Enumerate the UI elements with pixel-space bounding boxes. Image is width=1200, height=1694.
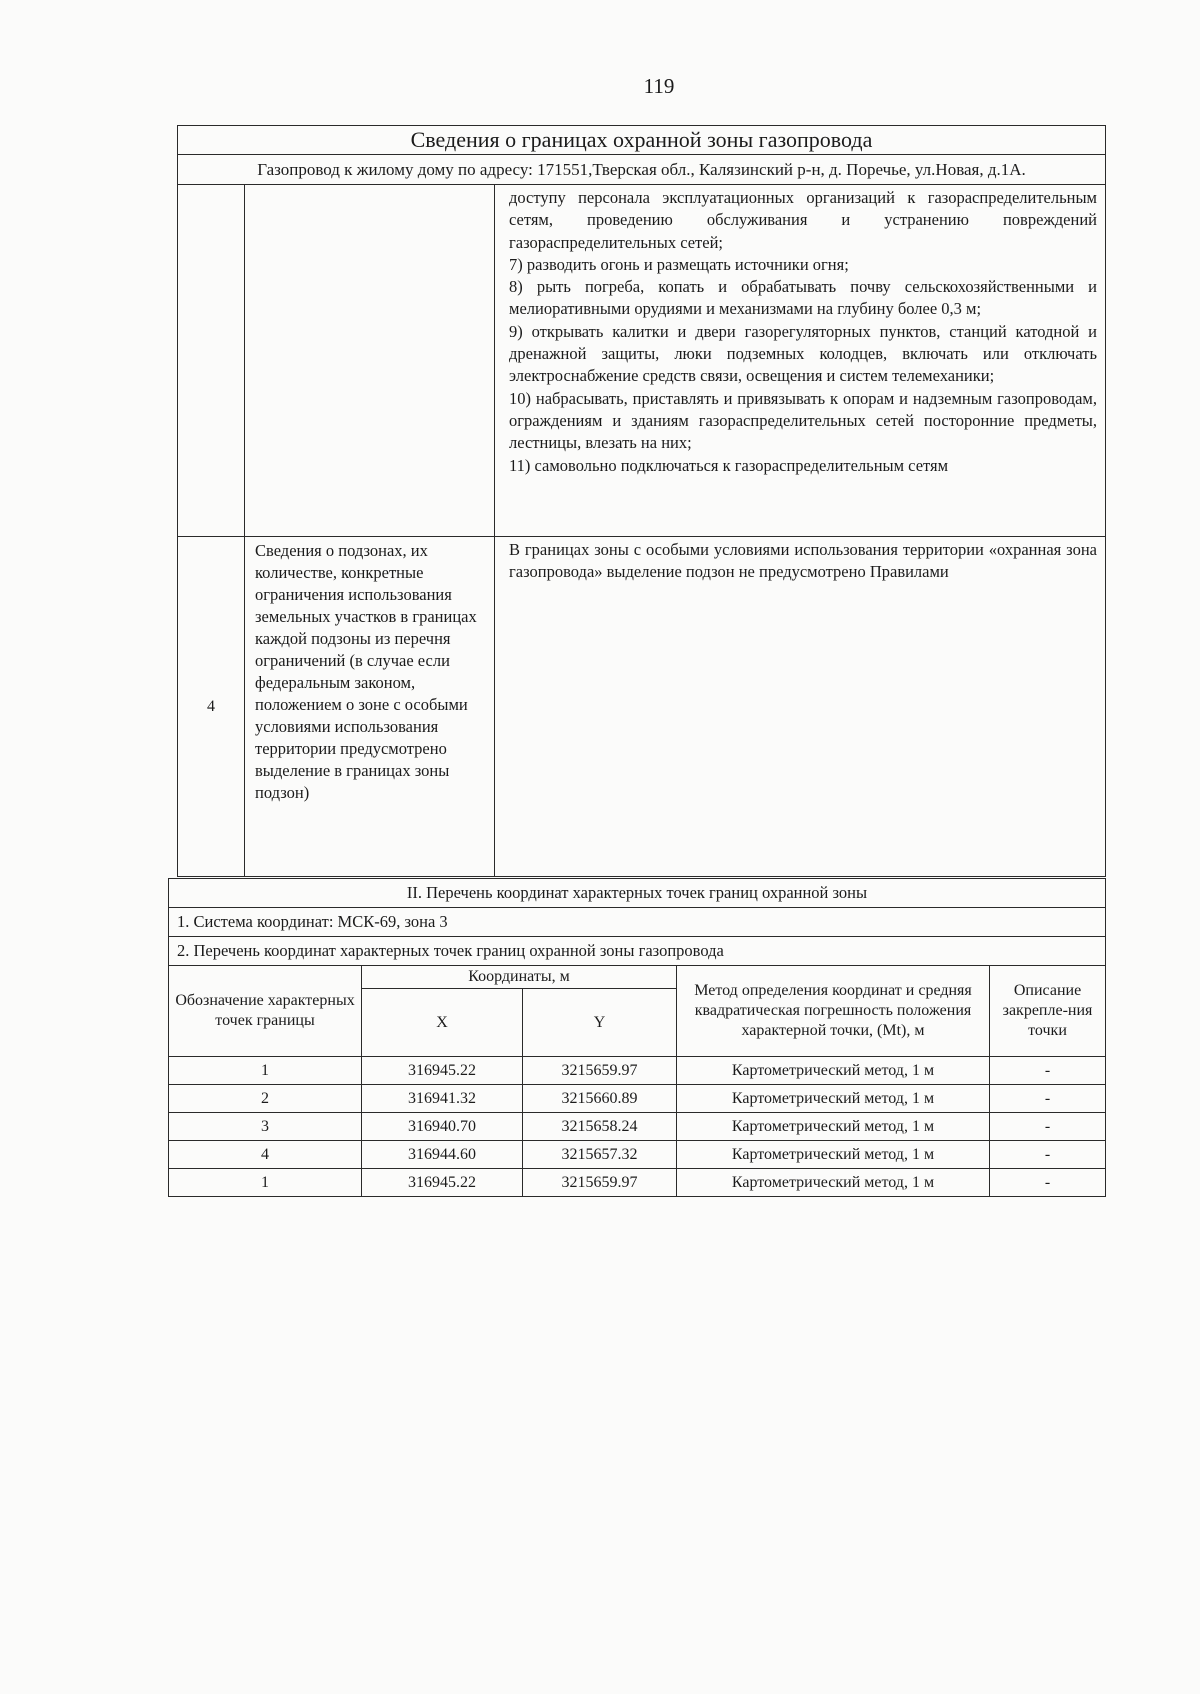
subzones-text: В границах зоны с особыми условиями использования территории «охранная зона газопровода» выделение подзон не предусмотрено Правилами bbox=[495, 537, 1106, 877]
restrictions-row bbox=[178, 185, 1106, 537]
restriction-paragraph: 7) разводить огонь и размещать источники огня; bbox=[509, 254, 849, 274]
fixing-description: - bbox=[990, 1169, 1106, 1197]
method: Картометрический метод, 1 м bbox=[677, 1057, 990, 1085]
restriction-paragraph: 8) рыть погреба, копать и обрабатывать почву сельскохозяйственными и мелиоративными орудиями и механизмами на глубину более 0,3 м; bbox=[509, 277, 1097, 319]
coord-y: 3215659.97 bbox=[523, 1057, 677, 1085]
row-number-cell bbox=[178, 185, 245, 537]
coord-x: 316945.22 bbox=[362, 1057, 523, 1085]
restrictions-text bbox=[495, 185, 1106, 537]
point-id: 3 bbox=[169, 1113, 362, 1141]
point-id: 1 bbox=[169, 1169, 362, 1197]
method: Картометрический метод, 1 м bbox=[677, 1113, 990, 1141]
header-method: Метод определения координат и средняя квадратическая погрешность положения характерной точки, (Mt), м bbox=[677, 966, 990, 1057]
table-row bbox=[169, 1085, 1106, 1113]
point-id: 1 bbox=[169, 1057, 362, 1085]
coord-x: 316941.32 bbox=[362, 1085, 523, 1113]
coordinates-section bbox=[168, 878, 1106, 1197]
method: Картометрический метод, 1 м bbox=[677, 1141, 990, 1169]
section-title: II. Перечень координат характерных точек границ охранной зоны bbox=[169, 879, 1106, 908]
method: Картометрический метод, 1 м bbox=[677, 1085, 990, 1113]
coord-x: 316945.22 bbox=[362, 1169, 523, 1197]
header-description: Описание закрепле-ния точки bbox=[990, 966, 1106, 1057]
table-row bbox=[169, 1141, 1106, 1169]
header-y: Y bbox=[523, 989, 677, 1057]
coordinate-system: 1. Система координат: МСК-69, зона 3 bbox=[169, 908, 1106, 937]
coord-x: 316940.70 bbox=[362, 1113, 523, 1141]
fixing-description: - bbox=[990, 1085, 1106, 1113]
header-coordinates: Координаты, м bbox=[362, 966, 677, 989]
point-id: 2 bbox=[169, 1085, 362, 1113]
coord-y: 3215658.24 bbox=[523, 1113, 677, 1141]
point-id: 4 bbox=[169, 1141, 362, 1169]
table-row bbox=[169, 1169, 1106, 1197]
row-label-cell bbox=[245, 185, 495, 537]
restriction-paragraph: 11) самовольно подключаться к газораспределительным сетям bbox=[509, 455, 949, 475]
subzones-row bbox=[178, 537, 1106, 877]
fixing-description: - bbox=[990, 1113, 1106, 1141]
table-row bbox=[169, 1113, 1106, 1141]
table-row bbox=[169, 1057, 1106, 1085]
address-line: Газопровод к жилому дому по адресу: 171551,Тверская обл., Калязинский р-н, д. Поречье, ул.Новая, д.1А. bbox=[178, 155, 1106, 185]
zone-info-table bbox=[177, 125, 1106, 877]
page-number: 119 bbox=[643, 74, 675, 98]
fixing-description: - bbox=[990, 1057, 1106, 1085]
table-title: Сведения о границах охранной зоны газопровода bbox=[178, 126, 1106, 155]
header-point: Обозначение характерных точек границы bbox=[169, 966, 362, 1057]
restriction-paragraph: доступу персонала эксплуатационных организаций к газораспределительным сетям, проведению обслуживания и устранению повреждений газораспределительных сетей; bbox=[509, 188, 1097, 252]
restriction-paragraph: 9) открывать калитки и двери газорегуляторных пунктов, станций катодной и дренажной защиты, люки подземных колодцев, включать или отключать электроснабжение средств связи, освещения и систем телемеханики; bbox=[509, 321, 1097, 386]
coord-x: 316944.60 bbox=[362, 1141, 523, 1169]
coord-y: 3215657.32 bbox=[523, 1141, 677, 1169]
coord-y: 3215660.89 bbox=[523, 1085, 677, 1113]
coordinates-list-title: 2. Перечень координат характерных точек границ охранной зоны газопровода bbox=[169, 937, 1106, 966]
header-x: X bbox=[362, 989, 523, 1057]
coord-y: 3215659.97 bbox=[523, 1169, 677, 1197]
subzones-label: Сведения о подзонах, их количестве, конкретные ограничения использования земельных участков в границах каждой подзоны из перечня ограничений (в случае если федеральным законом, положением о зоне с особыми условиями использования территории предусмотрено выделение в границах зоны подзон) bbox=[245, 537, 495, 877]
row-number-cell: 4 bbox=[178, 537, 245, 877]
restriction-paragraph: 10) набрасывать, приставлять и привязывать к опорам и надземным газопроводам, ограждениям и зданиям газораспределительных сетей посторонние предметы, лестницы, влезать на них; bbox=[509, 388, 1097, 453]
method: Картометрический метод, 1 м bbox=[677, 1169, 990, 1197]
fixing-description: - bbox=[990, 1141, 1106, 1169]
